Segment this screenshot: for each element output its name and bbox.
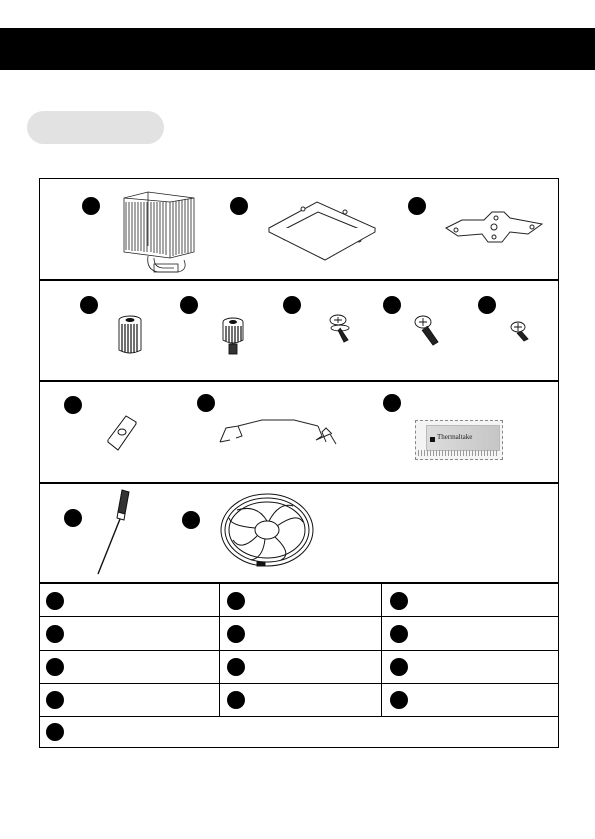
part-number-marker xyxy=(408,197,426,215)
standoff-large-icon xyxy=(115,314,145,356)
part-number-marker xyxy=(82,197,100,215)
parts-frame xyxy=(39,178,559,748)
thermal-paste-brand: Thermaltake xyxy=(437,433,473,441)
table-number-marker xyxy=(227,592,245,610)
part-number-marker xyxy=(64,396,82,414)
table-number-marker xyxy=(46,723,64,741)
table-number-marker xyxy=(46,691,64,709)
screw-short-icon xyxy=(510,320,532,342)
washer-pad-icon xyxy=(106,414,138,450)
table-number-marker xyxy=(390,625,408,643)
table-number-marker xyxy=(390,658,408,676)
table-number-marker xyxy=(46,592,64,610)
table-number-marker xyxy=(390,691,408,709)
part-number-marker xyxy=(230,197,248,215)
part-number-marker xyxy=(197,394,215,412)
part-number-marker xyxy=(283,296,301,314)
part-number-marker xyxy=(180,296,198,314)
thermal-paste-icon xyxy=(415,420,503,460)
screw-long-icon xyxy=(414,314,442,348)
thermal-paste-logo-mark xyxy=(430,437,435,442)
fan-clip-icon xyxy=(218,418,338,446)
mounting-plate-icon xyxy=(444,210,544,244)
table-number-marker xyxy=(46,625,64,643)
header-bar xyxy=(0,28,595,70)
table-column-divider xyxy=(219,583,220,716)
table-number-marker xyxy=(227,625,245,643)
heatsink-icon xyxy=(118,190,198,275)
table-number-marker xyxy=(227,658,245,676)
table-number-marker xyxy=(46,658,64,676)
screwdriver-icon xyxy=(94,488,134,578)
table-row-divider xyxy=(39,616,559,617)
part-number-marker xyxy=(383,296,401,314)
row-divider xyxy=(39,380,559,382)
part-number-marker xyxy=(64,509,82,527)
fan-icon xyxy=(217,492,321,570)
table-number-marker xyxy=(227,691,245,709)
row-divider xyxy=(39,582,559,584)
part-number-marker xyxy=(383,394,401,412)
section-pill xyxy=(27,111,164,144)
table-row-divider xyxy=(39,650,559,651)
row-divider xyxy=(39,279,559,281)
part-number-marker xyxy=(182,511,200,529)
row-divider xyxy=(39,482,559,484)
table-row-divider xyxy=(39,683,559,684)
part-number-marker xyxy=(80,296,98,314)
backplate-bracket-icon xyxy=(265,198,380,260)
standoff-small-icon xyxy=(220,316,246,356)
screw-washer-icon xyxy=(328,312,354,346)
table-row-divider xyxy=(39,716,559,717)
table-column-divider xyxy=(381,583,382,716)
part-number-marker xyxy=(478,296,496,314)
thermal-paste-texture xyxy=(418,450,498,456)
table-number-marker xyxy=(390,592,408,610)
